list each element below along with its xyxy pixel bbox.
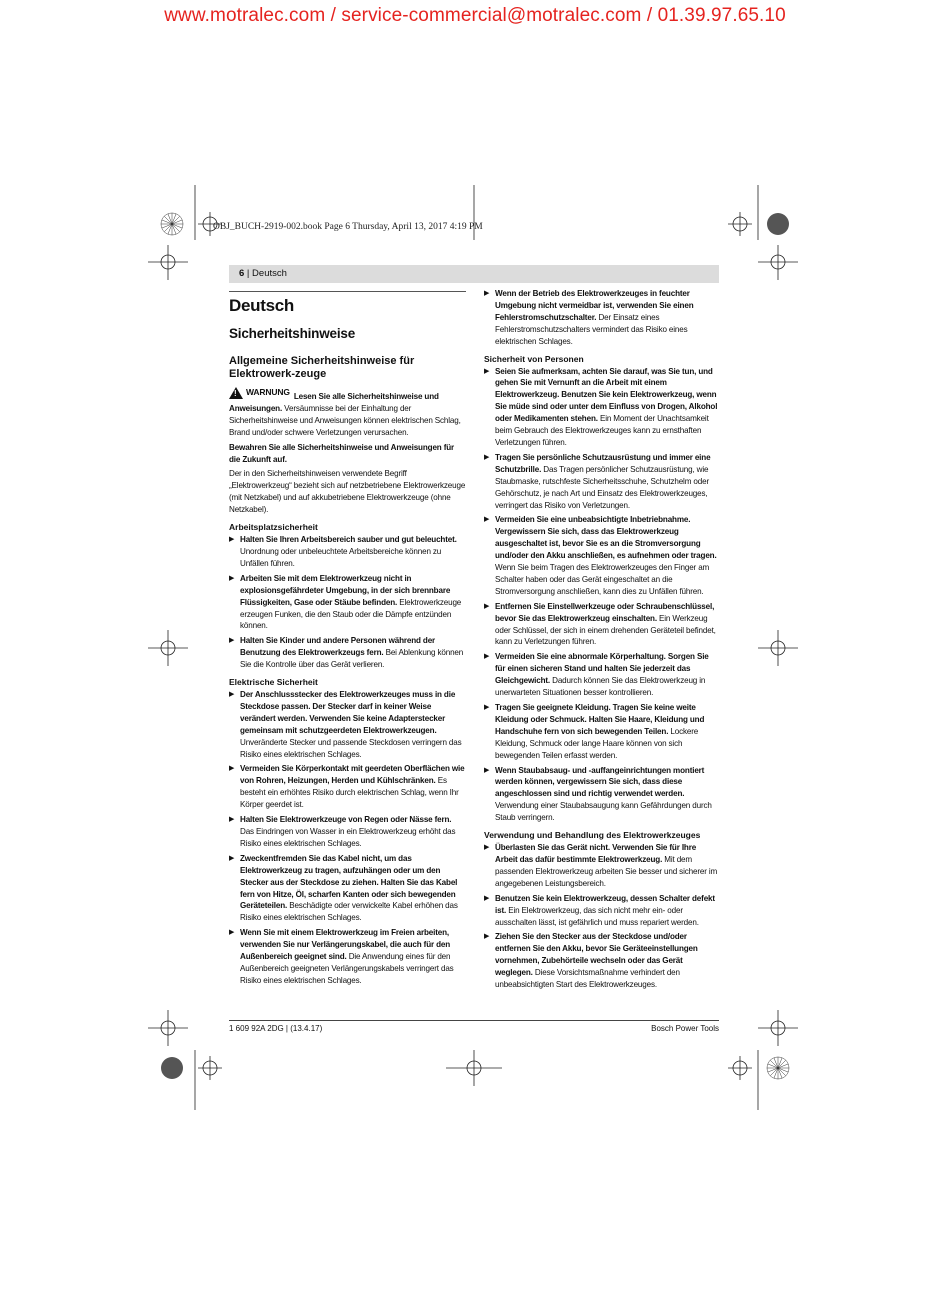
bullet-triangle-icon: ▶ [484,894,490,902]
keep-instructions: Bewahren Sie alle Sicherheitshinweise und Anweisungen für die Zukunft auf. [229,442,455,464]
bullet-triangle-icon: ▶ [484,766,490,774]
page-number: 6 [239,268,245,279]
list-item: ▶ Wenn der Betrieb des Elektrowerkzeuges in feuchter Umgebung nicht vermeidbar ist, verwenden Sie einen Fehlerstromschutzschalter. Der Einsatz eines Fehlerstromschutzschalters vermindert das Risiko eines elektrischen Schlages. [484,289,694,346]
list-item: ▶ Zweckentfremden Sie das Kabel nicht, um das Elektrowerkzeug zu tragen, aufzuhängen oder um den Stecker aus der Steckdose zu ziehen. Halten Sie das Kabel fern von Hitze, Öl, scharfen Kanten oder sich bewegenden Geräteteilen. Beschädigte oder verwickelte Kabel erhöhen das Risiko eines elektrischen Schlages. [229,853,458,923]
list-item: ▶ Tragen Sie geeignete Kleidung. Tragen Sie keine weite Kleidung oder Schmuck. Halten Sie Haare, Kleidung und Handschuhe fern von sich bewegenden Teilen. Lockere Kleidung, Schmuck oder lange Haare können von sich bewegenden Teilen erfasst werden. [484,703,705,760]
contact-banner[interactable]: www.motralec.com / service-commercial@motralec.com / 01.39.97.65.10 [164,5,786,26]
warning-badge: ! WARNUNG [229,387,290,399]
list-item: ▶ Vermeiden Sie eine unbeabsichtigte Inbetriebnahme. Vergewissern Sie sich, dass das Elektrowerkzeug ausgeschaltet ist, bevor Sie es an die Stromversorgung und/oder den Akku anschließen, es aufnehmen oder tragen. Wenn Sie beim Tragen des Elektrowerkzeuges den Finger am Schalter haben oder das Gerät eingeschaltet an die Stromversorgung anschließen, kann dies zu Unfällen führen. [484,515,717,596]
subheading: Verwendung und Behandlung des Elektrowerkzeuges [484,830,701,841]
subheading: Sicherheit von Personen [484,353,584,364]
book-info-line: OBJ_BUCH-2919-002.book Page 6 Thursday, April 13, 2017 4:19 PM [213,222,483,232]
subheading: Arbeitsplatzsicherheit [229,522,318,533]
header-separator: | [244,268,253,279]
subheading: Elektrische Sicherheit [229,677,318,688]
page-header-bar [229,265,719,283]
bullet-triangle-icon: ▶ [229,691,235,699]
section-title: Sicherheitshinweise [229,326,355,341]
right-column [484,288,719,994]
list-item: ▶ Ziehen Sie den Stecker aus der Steckdose und/oder entfernen Sie den Akku, bevor Sie Geräteeinstellungen vornehmen, Zubehörteile wechseln oder das Gerät weglegen. Diese Vorsichtsmaßnahme verhindert den unbeabsichtigten Start des Elektrowerkzeuges. [484,932,698,990]
bullet-triangle-icon: ▶ [484,367,490,375]
header-language: Deutsch [252,268,287,279]
page-footer [229,1020,719,1033]
list-item: ▶ Wenn Staubabsaug- und -auffangeinrichtungen montiert werden können, vergewissern Sie sich, dass diese angeschlossen sind und richtig verwendet werden. Verwendung einer Staubabsaugung kann Gefährdungen durch Staub verringern. [484,765,712,823]
intro-paragraph: Der in den Sicherheitshinweisen verwendete Begriff „Elektrowerkzeug“ bezieht sich auf netzbetriebene Elektrowerkzeuge (mit Netzkabel) und auf akkubetriebene Elektrowerkzeuge (ohne Netzkabel). [229,469,466,515]
list-item: ▶ Wenn Sie mit einem Elektrowerkzeug im Freien arbeiten, verwenden Sie nur Verlängerungskabel, die auch für den Außenbereich geeignet sind. Die Anwendung eines für den Außenbereich geeigneten Verlängerungskabels verringert das Risiko eines elektrischen Schlages. [229,928,454,985]
bullet-triangle-icon: ▶ [484,704,490,711]
list-item: ▶ Vermeiden Sie Körperkontakt mit geerdeten Oberflächen wie von Rohren, Heizungen, Herden und Kühlschränken. Es besteht ein erhöhtes Risiko durch elektrischen Schlag, wenn Ihr Körper geerdet ist. [229,764,465,810]
footer-brand: Bosch Power Tools [651,1024,719,1033]
bullet-triangle-icon: ▶ [484,453,490,461]
warning-bold: Lesen Sie alle Sicherheitshinweise und Anweisungen. [229,392,439,413]
bullet-triangle-icon: ▶ [484,844,490,852]
bullet-triangle-icon: ▶ [229,816,235,824]
list-item: ▶ Arbeiten Sie mit dem Elektrowerkzeug nicht in explosionsgefährdeter Umgebung, in der sich brennbare Flüssigkeiten, Gase oder Stäube befinden. Elektrowerkzeuge erzeugen Funken, die den Staub oder die Dämpfe entzünden können. [229,573,462,631]
bullet-triangle-icon: ▶ [229,929,235,937]
left-column [229,288,466,990]
list-item: ▶ Benutzen Sie kein Elektrowerkzeug, dessen Schalter defekt ist. Ein Elektrowerkzeug, das sich nicht mehr ein- oder ausschalten lässt, ist gefährlich und muss repariert werden. [484,893,715,927]
list-item: ▶ Tragen Sie persönliche Schutzausrüstung und immer eine Schutzbrille. Das Tragen persönlicher Schutzausrüstung, wie Staubmaske, rutschfeste Sicherheitsschuhe, Schutzhelm oder Gehörschutz, je nach Art und Einsatz des Elektrowerkzeuges, verringert das Risiko von Verletzungen. [484,452,711,510]
footer-doc-number: 1 609 92A 2DG | (13.4.17) [229,1024,323,1033]
list-item: ▶ Der Anschlussstecker des Elektrowerkzeuges muss in die Steckdose passen. Der Stecker darf in keiner Weise verändert werden. Verwenden Sie keine Adapterstecker gemeinsam mit schutzgeerdeten Elektrowerkzeugen. Unveränderte Stecker und passende Steckdosen verringern das Risiko eines elektrischen Schlages. [229,690,462,759]
bullet-triangle-icon: ▶ [229,765,235,773]
list-item: ▶ Entfernen Sie Einstellwerkzeuge oder Schraubenschlüssel, bevor Sie das Elektrowerkzeug einschalten. Ein Werkzeug oder Schlüssel, der sich in einem drehenden Geräteteil befindet, kann zu Verletzungen führen. [484,601,716,647]
bullet-triangle-icon: ▶ [229,574,235,582]
page-title: Deutsch [229,296,294,315]
bullet-triangle-icon: ▶ [229,854,235,862]
warning-paragraph [229,386,466,439]
list-item: ▶ Halten Sie Elektrowerkzeuge von Regen oder Nässe fern. Das Eindringen von Wasser in ein Elektrowerkzeug erhöht das Risiko eines elektrischen Schlages. [229,815,456,848]
list-item: ▶ Seien Sie aufmerksam, achten Sie darauf, was Sie tun, und gehen Sie mit Vernunft an die Arbeit mit einem Elektrowerkzeug. Benutzen Sie kein Elektrowerkzeug, wenn Sie müde sind oder unter dem Einfluss von Drogen, Alkohol oder Medikamenten stehen. Ein Moment der Unachtsamkeit beim Gebrauch des Elektrowerkzeuges kann zu ernsthaften Verletzungen führen. [484,366,718,447]
warning-text: Versäumnisse bei der Einhaltung der Sicherheitshinweise und Anweisungen können elektrischen Schlag, Brand und/oder schwere Verletzungen verursachen. [229,403,461,437]
bullet-triangle-icon: ▶ [229,637,235,645]
bullet-triangle-icon: ▶ [229,536,235,544]
bullet-triangle-icon: ▶ [484,933,490,941]
list-item: ▶ Halten Sie Kinder und andere Personen während der Benutzung des Elektrowerkzeugs fern. Bei Ablenkung können Sie die Kontrolle über das Gerät verlieren. [229,636,464,670]
list-item: ▶ Überlasten Sie das Gerät nicht. Verwenden Sie für Ihre Arbeit das dafür bestimmte Elektrowerkzeug. Mit dem passenden Elektrowerkzeug arbeiten Sie besser und sicherer im angegebenen Leistungsbereich. [484,843,718,888]
subsection-title: Allgemeine Sicherheitshinweise für Elektrowerk-zeuge [229,355,415,380]
list-item: ▶ Halten Sie Ihren Arbeitsbereich sauber und gut beleuchtet. Unordnung oder unbeleuchtete Arbeitsbereiche können zu Unfällen führen. [229,535,457,568]
warning-triangle-icon [229,387,243,399]
bullet-triangle-icon: ▶ [484,290,490,297]
list-item: ▶ Vermeiden Sie eine abnormale Körperhaltung. Sorgen Sie für einen sicheren Stand und halten Sie jederzeit das Gleichgewicht. Dadurch können Sie das Elektrowerkzeug in unerwarteten Situationen besser kontrollieren. [484,652,709,698]
bullet-triangle-icon: ▶ [484,602,490,610]
bullet-triangle-icon: ▶ [484,653,490,661]
bullet-triangle-icon: ▶ [484,516,490,524]
